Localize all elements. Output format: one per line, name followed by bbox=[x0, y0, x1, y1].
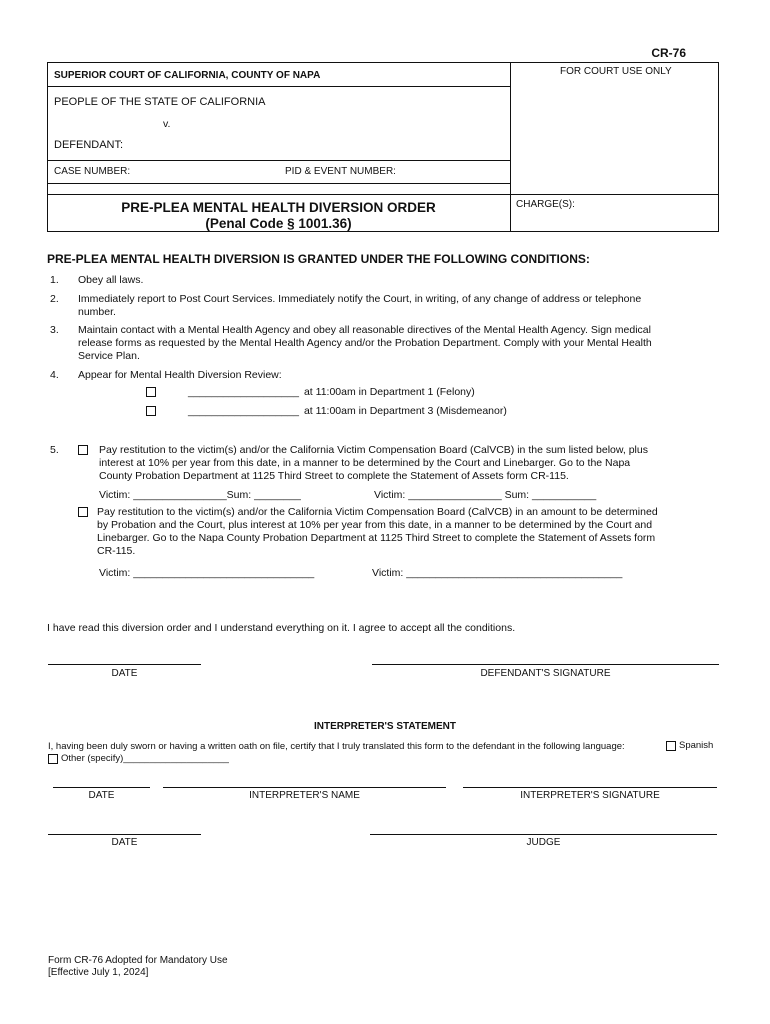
title-divider bbox=[47, 194, 719, 195]
interpreter-signature-label: INTERPRETER'S SIGNATURE bbox=[520, 790, 660, 801]
form-footer bbox=[48, 955, 228, 979]
judge-label: JUDGE bbox=[526, 837, 561, 848]
victim-field-1[interactable]: Victim: _______________________________ bbox=[99, 567, 315, 579]
text-line: Maintain contact with a Mental Health Agency and obey all reasonable directives of the Mental Health Agency. Sign medical bbox=[78, 324, 651, 336]
case-divider bbox=[47, 160, 510, 161]
judge-date-label: DATE bbox=[111, 837, 138, 848]
restitution-sum-text bbox=[99, 444, 648, 483]
page-title bbox=[47, 200, 510, 232]
condition-number: 4. bbox=[50, 369, 59, 381]
defendant-signature-line[interactable] bbox=[372, 664, 719, 665]
text-line: number. bbox=[78, 306, 116, 318]
text-line: Linebarger. Go to the Napa County Probation Department at 1125 Third Street to complete the Statement of Assets form bbox=[97, 532, 656, 544]
date-label: DATE bbox=[111, 668, 138, 679]
charges-label: CHARGE(S): bbox=[516, 199, 575, 210]
interpreter-heading: INTERPRETER'S STATEMENT bbox=[313, 721, 456, 732]
interpreter-name-label: INTERPRETER'S NAME bbox=[249, 790, 360, 801]
people-label: PEOPLE OF THE STATE OF CALIFORNIA bbox=[54, 96, 266, 108]
review-option-text: at 11:00am in Department 1 (Felony) bbox=[303, 386, 475, 398]
judge-date-line[interactable] bbox=[48, 834, 201, 835]
footer-line-1: Form CR-76 Adopted for Mandatory Use bbox=[48, 955, 228, 966]
court-divider bbox=[47, 86, 510, 87]
text-line: release forms as requested by the Mental Health Agency and/or the Probation Department. Comply with your Mental Health bbox=[78, 337, 652, 349]
spanish-checkbox[interactable] bbox=[666, 741, 676, 751]
text-line: Immediately report to Post Court Services. Immediately notify the Court, in writing, of any change of address or telephone bbox=[78, 293, 642, 305]
text-line: CR-115. bbox=[97, 545, 136, 557]
pid-divider bbox=[47, 183, 510, 184]
footer-line-2: [Effective July 1, 2024] bbox=[48, 967, 149, 978]
other-language-checkbox[interactable] bbox=[48, 754, 58, 764]
spanish-label: Spanish bbox=[679, 740, 714, 751]
text-line: County Probation Department at 1125 Third Street to complete the Statement of Assets form CR-115. bbox=[99, 470, 569, 482]
review-option-text: at 11:00am in Department 3 (Misdemeanor) bbox=[303, 405, 507, 417]
interpreter-name-line[interactable] bbox=[163, 787, 446, 788]
conditions-heading: PRE-PLEA MENTAL HEALTH DIVERSION IS GRANTED UNDER THE FOLLOWING CONDITIONS: bbox=[47, 252, 590, 266]
condition-number: 5. bbox=[50, 444, 59, 456]
defendant-label: DEFENDANT: bbox=[54, 139, 124, 151]
condition-text: Appear for Mental Health Diversion Review: bbox=[78, 369, 282, 381]
condition-number: 1. bbox=[50, 274, 59, 286]
victim-field-2[interactable]: Victim: _____________________________________ bbox=[372, 567, 623, 579]
misdemeanor-checkbox[interactable] bbox=[146, 406, 156, 416]
pid-label: PID & EVENT NUMBER: bbox=[285, 166, 396, 177]
felony-checkbox[interactable] bbox=[146, 387, 156, 397]
victim-sum-field-2[interactable]: Victim: ________________ Sum: ___________ bbox=[374, 489, 597, 501]
restitution-tbd-checkbox[interactable] bbox=[78, 507, 88, 517]
restitution-sum-checkbox[interactable] bbox=[78, 445, 88, 455]
header-divider bbox=[510, 62, 511, 232]
review-option-felony bbox=[146, 386, 475, 398]
interpreter-statement: I, having been duly sworn or having a written oath on file, certify that I truly translated this form to the defendant in the following language: bbox=[48, 741, 625, 752]
text-line: Pay restitution to the victim(s) and/or the California Victim Compensation Board (CalVCB) in the sum listed below, plus bbox=[99, 444, 648, 456]
restitution-tbd-text bbox=[97, 506, 658, 558]
title-line-2: (Penal Code § 1001.36) bbox=[205, 216, 352, 231]
condition-text: Obey all laws. bbox=[78, 274, 144, 286]
condition-number: 2. bbox=[50, 293, 59, 305]
interpreter-date-label: DATE bbox=[88, 790, 115, 801]
other-language-field[interactable]: Other (specify)____________________ bbox=[61, 753, 229, 764]
condition-number: 3. bbox=[50, 324, 59, 336]
court-name: SUPERIOR COURT OF CALIFORNIA, COUNTY OF NAPA bbox=[54, 70, 321, 81]
review-date-blank[interactable]: ___________________ bbox=[188, 405, 299, 417]
victim-sum-field-1[interactable]: Victim: ________________Sum: ________ bbox=[99, 489, 301, 501]
defendant-signature-label: DEFENDANT'S SIGNATURE bbox=[480, 668, 611, 679]
date-line[interactable] bbox=[48, 664, 201, 665]
interpreter-date-line[interactable] bbox=[53, 787, 150, 788]
condition-text bbox=[78, 324, 652, 363]
title-line-1: PRE-PLEA MENTAL HEALTH DIVERSION ORDER bbox=[121, 200, 436, 215]
spanish-option bbox=[666, 740, 713, 751]
judge-signature-line[interactable] bbox=[370, 834, 717, 835]
versus-label: v. bbox=[163, 118, 171, 130]
condition-text bbox=[78, 293, 641, 319]
review-date-blank[interactable]: ___________________ bbox=[188, 386, 299, 398]
text-line: Service Plan. bbox=[78, 350, 140, 362]
text-line: by Probation and the Court, plus interest at 10% per year from this date, in a manner to be determined by the Court and bbox=[97, 519, 653, 531]
interpreter-signature-line[interactable] bbox=[463, 787, 717, 788]
text-line: interest at 10% per year from this date, in a manner to be determined by the Court and Linebarger. Go to the Napa bbox=[99, 457, 631, 469]
court-use-label: FOR COURT USE ONLY bbox=[560, 66, 672, 77]
text-line: Pay restitution to the victim(s) and/or the California Victim Compensation Board (CalVCB) in an amount to be determined bbox=[97, 506, 658, 518]
other-language-option bbox=[48, 753, 229, 764]
case-number-label: CASE NUMBER: bbox=[54, 166, 131, 177]
acknowledgment-text: I have read this diversion order and I understand everything on it. I agree to accept all the conditions. bbox=[47, 622, 516, 634]
form-id: CR-76 bbox=[651, 46, 686, 60]
review-option-misdemeanor bbox=[146, 405, 507, 417]
